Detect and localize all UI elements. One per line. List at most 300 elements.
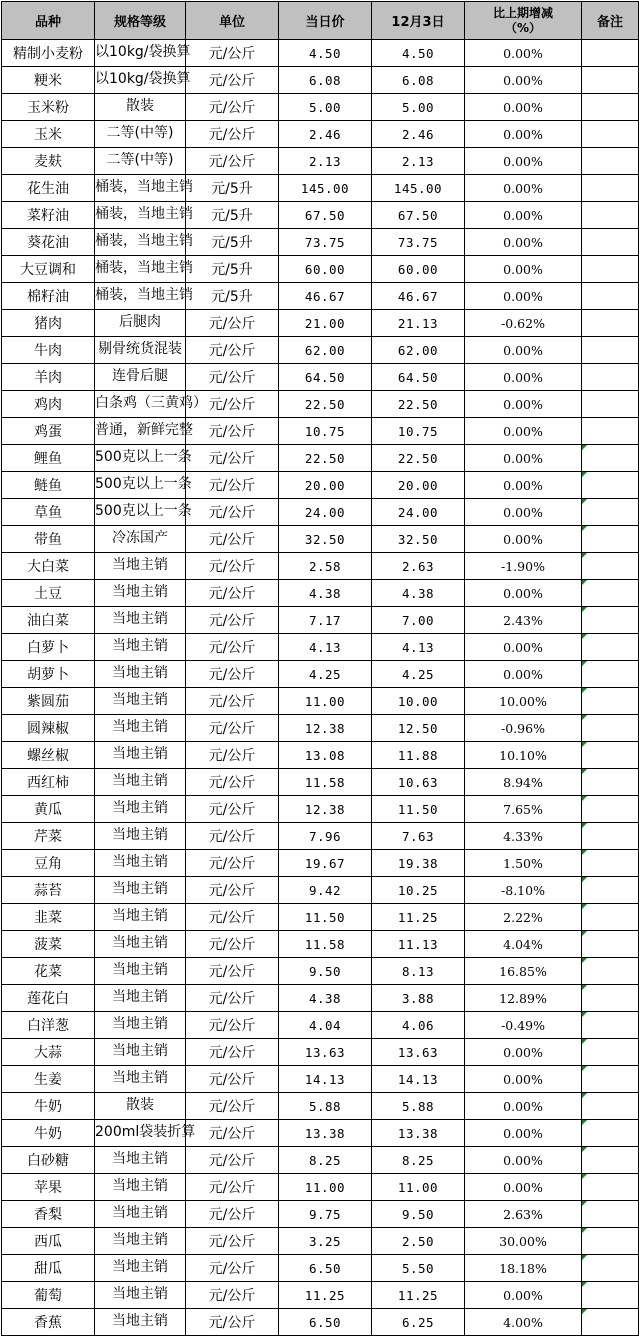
cell-change: 0.00%: [465, 256, 582, 283]
cell-spec: 当地主销: [95, 1255, 186, 1282]
table-row: [2, 985, 639, 1012]
cell-change: 0.00%: [465, 418, 582, 445]
cell-prev-price: 11.25: [372, 1282, 465, 1309]
cell-today-price: 13.63: [279, 1039, 372, 1066]
table-row: [2, 1120, 639, 1147]
cell-change: -0.96%: [465, 715, 582, 742]
cell-today-price: 20.00: [279, 472, 372, 499]
cell-unit: 元/公斤: [186, 580, 279, 607]
cell-prev-price: 5.88: [372, 1093, 465, 1120]
table-row: [2, 40, 639, 67]
cell-name: 莲花白: [2, 985, 95, 1012]
cell-prev-price: 11.88: [372, 742, 465, 769]
cell-comment-marker-icon: [582, 526, 587, 531]
cell-prev-price: 9.50: [372, 1201, 465, 1228]
table-row: [2, 337, 639, 364]
cell-name: 鸡肉: [2, 391, 95, 418]
cell-name: 香蕉: [2, 1309, 95, 1336]
cell-comment-marker-icon: [582, 445, 587, 450]
cell-spec: 当地主销: [95, 985, 186, 1012]
cell-prev-price: 4.06: [372, 1012, 465, 1039]
cell-change: 0.00%: [465, 148, 582, 175]
cell-note: [582, 310, 639, 337]
cell-note: [582, 121, 639, 148]
cell-unit: 元/公斤: [186, 364, 279, 391]
cell-comment-marker-icon: [582, 1120, 587, 1125]
header-row: [2, 2, 639, 40]
cell-name: 麦麸: [2, 148, 95, 175]
cell-unit: 元/公斤: [186, 769, 279, 796]
cell-spec: 二等(中等): [95, 148, 186, 175]
header-prev-price: 12月3日: [372, 2, 465, 40]
cell-prev-price: 10.63: [372, 769, 465, 796]
cell-today-price: 145.00: [279, 175, 372, 202]
cell-spec: 后腿肉: [95, 310, 186, 337]
cell-prev-price: 5.00: [372, 94, 465, 121]
cell-change: 1.50%: [465, 850, 582, 877]
cell-prev-price: 3.88: [372, 985, 465, 1012]
cell-spec: 桶装，当地主销: [95, 283, 186, 310]
cell-change: 0.00%: [465, 1147, 582, 1174]
cell-name: 胡萝卜: [2, 661, 95, 688]
cell-unit: 元/公斤: [186, 823, 279, 850]
cell-note: [582, 1066, 639, 1093]
cell-name: 草鱼: [2, 499, 95, 526]
cell-unit: 元/公斤: [186, 553, 279, 580]
cell-name: 芹菜: [2, 823, 95, 850]
cell-change: 4.33%: [465, 823, 582, 850]
cell-change: 2.22%: [465, 904, 582, 931]
cell-comment-marker-icon: [582, 580, 587, 585]
cell-note: [582, 499, 639, 526]
cell-note: [582, 445, 639, 472]
cell-unit: 元/公斤: [186, 472, 279, 499]
table-row: [2, 445, 639, 472]
cell-prev-price: 13.38: [372, 1120, 465, 1147]
cell-unit: 元/公斤: [186, 1012, 279, 1039]
cell-today-price: 22.50: [279, 445, 372, 472]
cell-today-price: 11.25: [279, 1282, 372, 1309]
cell-note: [582, 526, 639, 553]
cell-spec: 当地主销: [95, 877, 186, 904]
cell-change: 0.00%: [465, 1039, 582, 1066]
cell-unit: 元/公斤: [186, 1201, 279, 1228]
header-change-line2: （%）: [504, 20, 542, 35]
cell-unit: 元/5升: [186, 283, 279, 310]
cell-change: 0.00%: [465, 283, 582, 310]
cell-today-price: 67.50: [279, 202, 372, 229]
cell-today-price: 73.75: [279, 229, 372, 256]
cell-name: 牛奶: [2, 1120, 95, 1147]
cell-name: 韭菜: [2, 904, 95, 931]
cell-spec: 当地主销: [95, 1201, 186, 1228]
cell-comment-marker-icon: [582, 1066, 587, 1071]
table-row: [2, 958, 639, 985]
table-row: [2, 175, 639, 202]
cell-unit: 元/公斤: [186, 850, 279, 877]
cell-name: 羊肉: [2, 364, 95, 391]
cell-prev-price: 8.13: [372, 958, 465, 985]
table-row: [2, 1174, 639, 1201]
cell-prev-price: 22.50: [372, 445, 465, 472]
cell-comment-marker-icon: [582, 769, 587, 774]
cell-change: 0.00%: [465, 1093, 582, 1120]
cell-note: [582, 661, 639, 688]
cell-prev-price: 24.00: [372, 499, 465, 526]
cell-spec: 冷冻国产: [95, 526, 186, 553]
cell-today-price: 6.08: [279, 67, 372, 94]
cell-prev-price: 10.00: [372, 688, 465, 715]
cell-name: 圆辣椒: [2, 715, 95, 742]
cell-unit: 元/公斤: [186, 40, 279, 67]
table-row: [2, 580, 639, 607]
cell-comment-marker-icon: [582, 1255, 587, 1260]
cell-note: [582, 985, 639, 1012]
cell-note: [582, 1201, 639, 1228]
cell-prev-price: 10.25: [372, 877, 465, 904]
cell-prev-price: 67.50: [372, 202, 465, 229]
cell-today-price: 9.42: [279, 877, 372, 904]
cell-change: 0.00%: [465, 337, 582, 364]
cell-spec: 普通，新鲜完整: [95, 418, 186, 445]
cell-prev-price: 5.50: [372, 1255, 465, 1282]
cell-spec: 以10kg/袋换算: [95, 67, 186, 94]
cell-today-price: 2.58: [279, 553, 372, 580]
cell-change: 0.00%: [465, 391, 582, 418]
table-row: [2, 796, 639, 823]
cell-name: 精制小麦粉: [2, 40, 95, 67]
cell-unit: 元/公斤: [186, 1309, 279, 1336]
cell-prev-price: 32.50: [372, 526, 465, 553]
cell-note: [582, 1093, 639, 1120]
cell-today-price: 46.67: [279, 283, 372, 310]
cell-change: 2.43%: [465, 607, 582, 634]
cell-unit: 元/公斤: [186, 742, 279, 769]
cell-prev-price: 6.08: [372, 67, 465, 94]
header-today-price: 当日价: [279, 2, 372, 40]
table-row: [2, 418, 639, 445]
cell-comment-marker-icon: [582, 904, 587, 909]
cell-today-price: 21.00: [279, 310, 372, 337]
cell-today-price: 5.00: [279, 94, 372, 121]
header-unit: 单位: [186, 2, 279, 40]
cell-prev-price: 7.63: [372, 823, 465, 850]
cell-unit: 元/公斤: [186, 499, 279, 526]
cell-today-price: 11.58: [279, 931, 372, 958]
cell-name: 棉籽油: [2, 283, 95, 310]
cell-change: 4.00%: [465, 1309, 582, 1336]
cell-change: 2.63%: [465, 1201, 582, 1228]
cell-note: [582, 1147, 639, 1174]
cell-prev-price: 2.50: [372, 1228, 465, 1255]
cell-spec: 当地主销: [95, 904, 186, 931]
cell-spec: 当地主销: [95, 688, 186, 715]
cell-prev-price: 7.00: [372, 607, 465, 634]
cell-prev-price: 20.00: [372, 472, 465, 499]
cell-note: [582, 742, 639, 769]
table-row: [2, 121, 639, 148]
cell-change: 0.00%: [465, 445, 582, 472]
cell-note: [582, 1309, 639, 1336]
cell-today-price: 2.46: [279, 121, 372, 148]
cell-today-price: 24.00: [279, 499, 372, 526]
cell-prev-price: 4.38: [372, 580, 465, 607]
cell-note: [582, 580, 639, 607]
cell-note: [582, 553, 639, 580]
cell-name: 蒜苔: [2, 877, 95, 904]
cell-name: 菜籽油: [2, 202, 95, 229]
cell-comment-marker-icon: [582, 499, 587, 504]
cell-name: 螺丝椒: [2, 742, 95, 769]
cell-note: [582, 202, 639, 229]
table-row: [2, 1012, 639, 1039]
cell-unit: 元/公斤: [186, 931, 279, 958]
cell-name: 土豆: [2, 580, 95, 607]
cell-prev-price: 10.75: [372, 418, 465, 445]
cell-change: -0.49%: [465, 1012, 582, 1039]
table-row: [2, 310, 639, 337]
cell-comment-marker-icon: [582, 796, 587, 801]
cell-comment-marker-icon: [582, 1228, 587, 1233]
table-row: [2, 877, 639, 904]
cell-note: [582, 418, 639, 445]
cell-unit: 元/公斤: [186, 1147, 279, 1174]
cell-note: [582, 148, 639, 175]
cell-today-price: 9.75: [279, 1201, 372, 1228]
cell-today-price: 3.25: [279, 1228, 372, 1255]
cell-unit: 元/公斤: [186, 67, 279, 94]
cell-unit: 元/公斤: [186, 877, 279, 904]
cell-spec: 剔骨统货混装: [95, 337, 186, 364]
cell-spec: 以10kg/袋换算: [95, 40, 186, 67]
cell-note: [582, 850, 639, 877]
cell-spec: 当地主销: [95, 715, 186, 742]
cell-spec: 桶装，当地主销: [95, 229, 186, 256]
cell-change: 0.00%: [465, 472, 582, 499]
cell-change: 0.00%: [465, 1282, 582, 1309]
cell-unit: 元/公斤: [186, 148, 279, 175]
table-row: [2, 904, 639, 931]
cell-note: [582, 1039, 639, 1066]
cell-spec: 500克以上一条: [95, 499, 186, 526]
cell-note: [582, 472, 639, 499]
cell-prev-price: 6.25: [372, 1309, 465, 1336]
table-row: [2, 472, 639, 499]
cell-spec: 当地主销: [95, 1012, 186, 1039]
cell-comment-marker-icon: [582, 1282, 587, 1287]
cell-unit: 元/公斤: [186, 1093, 279, 1120]
table-row: [2, 1201, 639, 1228]
cell-unit: 元/公斤: [186, 337, 279, 364]
cell-note: [582, 1228, 639, 1255]
cell-name: 大白菜: [2, 553, 95, 580]
cell-today-price: 19.67: [279, 850, 372, 877]
cell-note: [582, 1255, 639, 1282]
table-row: [2, 850, 639, 877]
cell-note: [582, 337, 639, 364]
cell-today-price: 4.38: [279, 580, 372, 607]
table-row: [2, 1282, 639, 1309]
cell-comment-marker-icon: [582, 715, 587, 720]
cell-prev-price: 11.13: [372, 931, 465, 958]
cell-spec: 散装: [95, 1093, 186, 1120]
cell-unit: 元/5升: [186, 256, 279, 283]
cell-unit: 元/公斤: [186, 1039, 279, 1066]
cell-today-price: 11.00: [279, 1174, 372, 1201]
cell-spec: 桶装，当地主销: [95, 202, 186, 229]
cell-spec: 当地主销: [95, 1228, 186, 1255]
cell-spec: 当地主销: [95, 796, 186, 823]
cell-comment-marker-icon: [582, 931, 587, 936]
table-row: [2, 229, 639, 256]
cell-spec: 当地主销: [95, 580, 186, 607]
cell-spec: 当地主销: [95, 931, 186, 958]
cell-change: 0.00%: [465, 67, 582, 94]
cell-name: 花菜: [2, 958, 95, 985]
cell-today-price: 7.17: [279, 607, 372, 634]
cell-comment-marker-icon: [582, 472, 587, 477]
cell-name: 鲢鱼: [2, 472, 95, 499]
cell-name: 油白菜: [2, 607, 95, 634]
cell-unit: 元/公斤: [186, 94, 279, 121]
cell-note: [582, 1120, 639, 1147]
cell-spec: 当地主销: [95, 1282, 186, 1309]
cell-prev-price: 60.00: [372, 256, 465, 283]
cell-today-price: 60.00: [279, 256, 372, 283]
cell-spec: 当地主销: [95, 769, 186, 796]
cell-change: 0.00%: [465, 661, 582, 688]
cell-prev-price: 14.13: [372, 1066, 465, 1093]
cell-change: 0.00%: [465, 526, 582, 553]
cell-spec: 当地主销: [95, 634, 186, 661]
cell-today-price: 13.08: [279, 742, 372, 769]
cell-change: -1.90%: [465, 553, 582, 580]
cell-name: 玉米: [2, 121, 95, 148]
cell-today-price: 4.50: [279, 40, 372, 67]
cell-spec: 当地主销: [95, 661, 186, 688]
cell-spec: 当地主销: [95, 553, 186, 580]
table-row: [2, 634, 639, 661]
cell-spec: 当地主销: [95, 1309, 186, 1336]
cell-comment-marker-icon: [582, 958, 587, 963]
table-row: [2, 1255, 639, 1282]
table-row: [2, 202, 639, 229]
cell-comment-marker-icon: [582, 607, 587, 612]
cell-change: 0.00%: [465, 229, 582, 256]
cell-today-price: 11.00: [279, 688, 372, 715]
cell-spec: 当地主销: [95, 823, 186, 850]
cell-note: [582, 931, 639, 958]
cell-change: 10.10%: [465, 742, 582, 769]
cell-comment-marker-icon: [582, 985, 587, 990]
cell-today-price: 11.50: [279, 904, 372, 931]
cell-prev-price: 4.25: [372, 661, 465, 688]
cell-today-price: 6.50: [279, 1255, 372, 1282]
cell-name: 鲤鱼: [2, 445, 95, 472]
cell-name: 葡萄: [2, 1282, 95, 1309]
cell-spec: 200ml袋装折算: [95, 1120, 186, 1147]
cell-unit: 元/5升: [186, 229, 279, 256]
cell-comment-marker-icon: [582, 1309, 587, 1314]
cell-today-price: 13.38: [279, 1120, 372, 1147]
table-header: [2, 2, 639, 40]
cell-today-price: 32.50: [279, 526, 372, 553]
cell-comment-marker-icon: [582, 661, 587, 666]
cell-today-price: 62.00: [279, 337, 372, 364]
cell-today-price: 9.50: [279, 958, 372, 985]
cell-today-price: 2.13: [279, 148, 372, 175]
cell-comment-marker-icon: [582, 688, 587, 693]
cell-unit: 元/5升: [186, 175, 279, 202]
cell-comment-marker-icon: [582, 850, 587, 855]
cell-prev-price: 11.25: [372, 904, 465, 931]
table-row: [2, 1039, 639, 1066]
cell-note: [582, 1174, 639, 1201]
cell-today-price: 22.50: [279, 391, 372, 418]
cell-spec: 当地主销: [95, 958, 186, 985]
cell-name: 粳米: [2, 67, 95, 94]
cell-comment-marker-icon: [582, 877, 587, 882]
cell-name: 西红柿: [2, 769, 95, 796]
table-body: [2, 40, 639, 1336]
cell-today-price: 12.38: [279, 715, 372, 742]
cell-name: 葵花油: [2, 229, 95, 256]
table-row: [2, 94, 639, 121]
cell-note: [582, 1282, 639, 1309]
cell-change: 0.00%: [465, 175, 582, 202]
cell-name: 苹果: [2, 1174, 95, 1201]
cell-unit: 元/公斤: [186, 607, 279, 634]
cell-prev-price: 13.63: [372, 1039, 465, 1066]
cell-note: [582, 175, 639, 202]
cell-change: 0.00%: [465, 634, 582, 661]
cell-note: [582, 607, 639, 634]
table-row: [2, 148, 639, 175]
cell-note: [582, 283, 639, 310]
cell-comment-marker-icon: [582, 1093, 587, 1098]
cell-comment-marker-icon: [582, 1201, 587, 1206]
cell-prev-price: 2.63: [372, 553, 465, 580]
cell-unit: 元/公斤: [186, 796, 279, 823]
table-row: [2, 283, 639, 310]
cell-name: 大蒜: [2, 1039, 95, 1066]
cell-today-price: 7.96: [279, 823, 372, 850]
cell-name: 西瓜: [2, 1228, 95, 1255]
table-row: [2, 391, 639, 418]
cell-note: [582, 364, 639, 391]
cell-change: -8.10%: [465, 877, 582, 904]
cell-spec: 500克以上一条: [95, 472, 186, 499]
table-row: [2, 742, 639, 769]
cell-unit: 元/公斤: [186, 661, 279, 688]
cell-unit: 元/公斤: [186, 121, 279, 148]
cell-prev-price: 73.75: [372, 229, 465, 256]
cell-unit: 元/公斤: [186, 1174, 279, 1201]
cell-name: 白砂糖: [2, 1147, 95, 1174]
cell-name: 鸡蛋: [2, 418, 95, 445]
cell-note: [582, 94, 639, 121]
cell-spec: 当地主销: [95, 850, 186, 877]
cell-prev-price: 64.50: [372, 364, 465, 391]
cell-comment-marker-icon: [582, 1012, 587, 1017]
cell-comment-marker-icon: [582, 634, 587, 639]
cell-prev-price: 4.50: [372, 40, 465, 67]
cell-change: 0.00%: [465, 364, 582, 391]
cell-today-price: 10.75: [279, 418, 372, 445]
cell-prev-price: 2.46: [372, 121, 465, 148]
cell-today-price: 4.13: [279, 634, 372, 661]
cell-comment-marker-icon: [582, 823, 587, 828]
